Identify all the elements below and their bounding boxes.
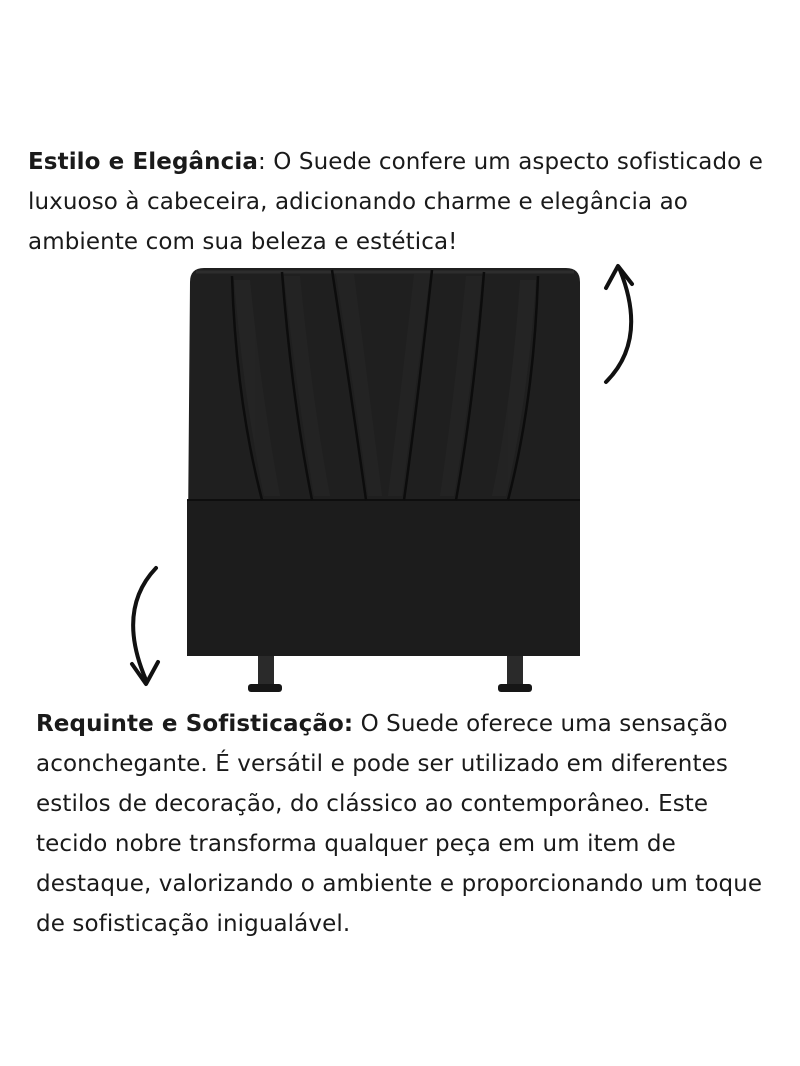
top-body: O Suede confere um aspecto sofisticado e luxuoso à cabeceira, adicionando charme e elegância ao ambiente com sua beleza e estética! (28, 149, 763, 255)
curved-arrow-up-icon (606, 266, 632, 382)
arrow-up-shaft (606, 270, 631, 382)
right-leg (507, 654, 523, 686)
top-heading-separator: : (257, 149, 266, 175)
left-leg-foot (248, 684, 282, 692)
left-leg (258, 654, 274, 686)
top-heading: Estilo e Elegância (28, 149, 258, 175)
arrow-up-head (606, 266, 632, 288)
arrow-down-shaft (133, 568, 156, 680)
curved-arrow-down-icon (132, 568, 158, 684)
bottom-description (36, 704, 776, 944)
lower-panel (187, 500, 580, 656)
bottom-body: O Suede oferece uma sensação aconchegante. É versátil e pode ser utilizado em diferentes estilos de decoração, do clássico ao contemporâneo. Este tecido nobre transforma qualquer peça em um item de destaque, valorizando o ambiente e proporcionando um toque de sofisticação inigualável. (36, 711, 763, 937)
right-leg-foot (498, 684, 532, 692)
headboard (187, 268, 580, 692)
bottom-heading: Requinte e Sofisticação: (36, 711, 354, 737)
